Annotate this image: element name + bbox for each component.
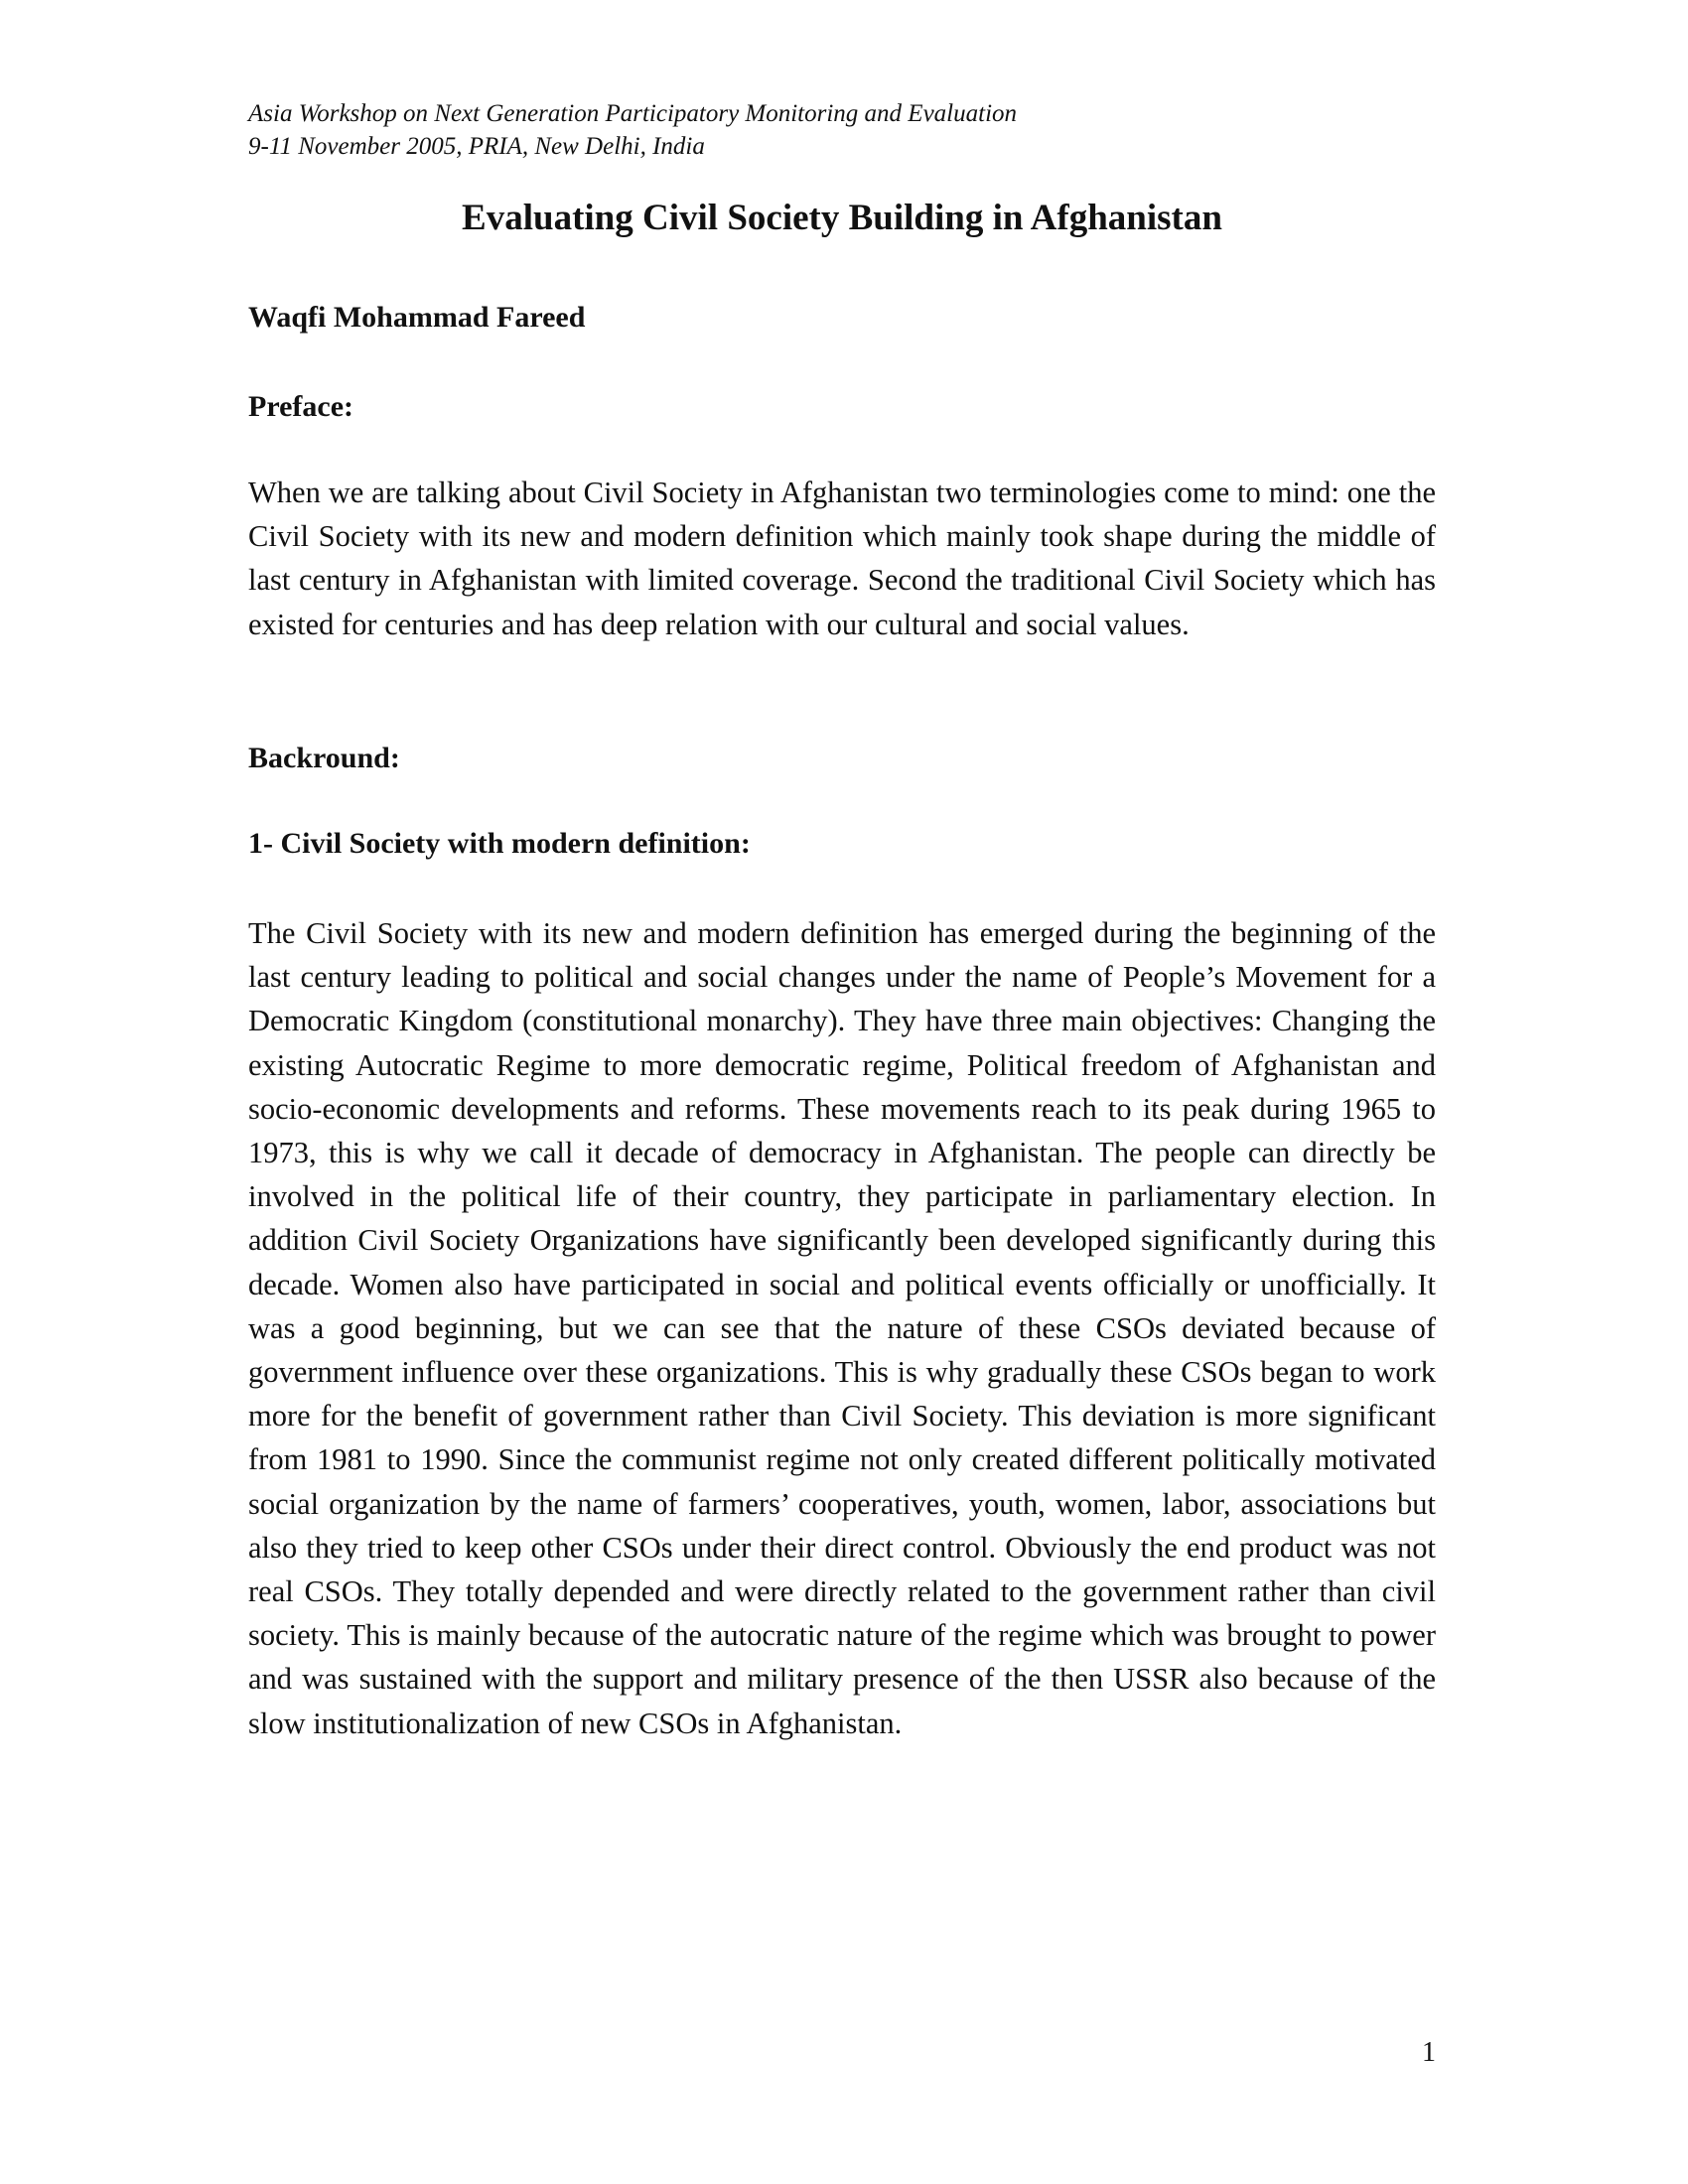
page-number: 1 <box>1422 2037 1436 2068</box>
background-heading: Backround: <box>248 742 400 774</box>
preface-paragraph: When we are talking about Civil Society in Afghanistan two terminologies come to mind: one the Civil Society with its new and modern definition which mainly took shape during the middle of last century in Afghanistan with limited coverage. Second the traditional Civil Society which has existed for centuries and has deep relation with our cultural and social values. <box>248 476 1436 641</box>
header-line-workshop: Asia Workshop on Next Generation Participatory Monitoring and Evaluation <box>248 100 1018 127</box>
header-line-date-venue: 9-11 November 2005, PRIA, New Delhi, India <box>248 133 705 160</box>
running-header <box>248 97 1440 163</box>
section1-heading: 1- Civil Society with modern definition: <box>248 827 751 860</box>
section1-paragraph: The Civil Society with its new and modern definition has emerged during the beginning of the last century leading to political and social changes under the name of People’s Movement for a Democratic Kingdom (constitutional monarchy). They have three main objectives: Changing the existing Autocratic Regime to more democratic regime, Political freedom of Afghanistan and socio-economic developments and reforms. These movements reach to its peak during 1965 to 1973, this is why we call it decade of democracy in Afghanistan. The people can directly be involved in the political life of their country, they participate in parliamentary election. In addition Civil Society Organizations have significantly been developed significantly during this decade. Women also have participated in social and political events officially or unofficially. It was a good beginning, but we can see that the nature of these CSOs deviated because of government influence over these organizations. This is why gradually these CSOs began to work more for the benefit of government rather than Civil Society. This deviation is more significant from 1981 to 1990. Since the communist regime not only created different politically motivated social organization by the name of farmers’ cooperatives, youth, women, labor, associations but also they tried to keep other CSOs under their direct control. Obviously the end product was not real CSOs. They totally depended and were directly related to the government rather than civil society. This is mainly because of the autocratic nature of the regime which was brought to power and was sustained with the support and military presence of the then USSR also because of the slow institutionalization of new CSOs in Afghanistan. <box>248 916 1436 1740</box>
preface-heading: Preface: <box>248 390 354 423</box>
document-title: Evaluating Civil Society Building in Afghanistan <box>462 198 1222 238</box>
author-name: Waqfi Mohammad Fareed <box>248 301 586 334</box>
